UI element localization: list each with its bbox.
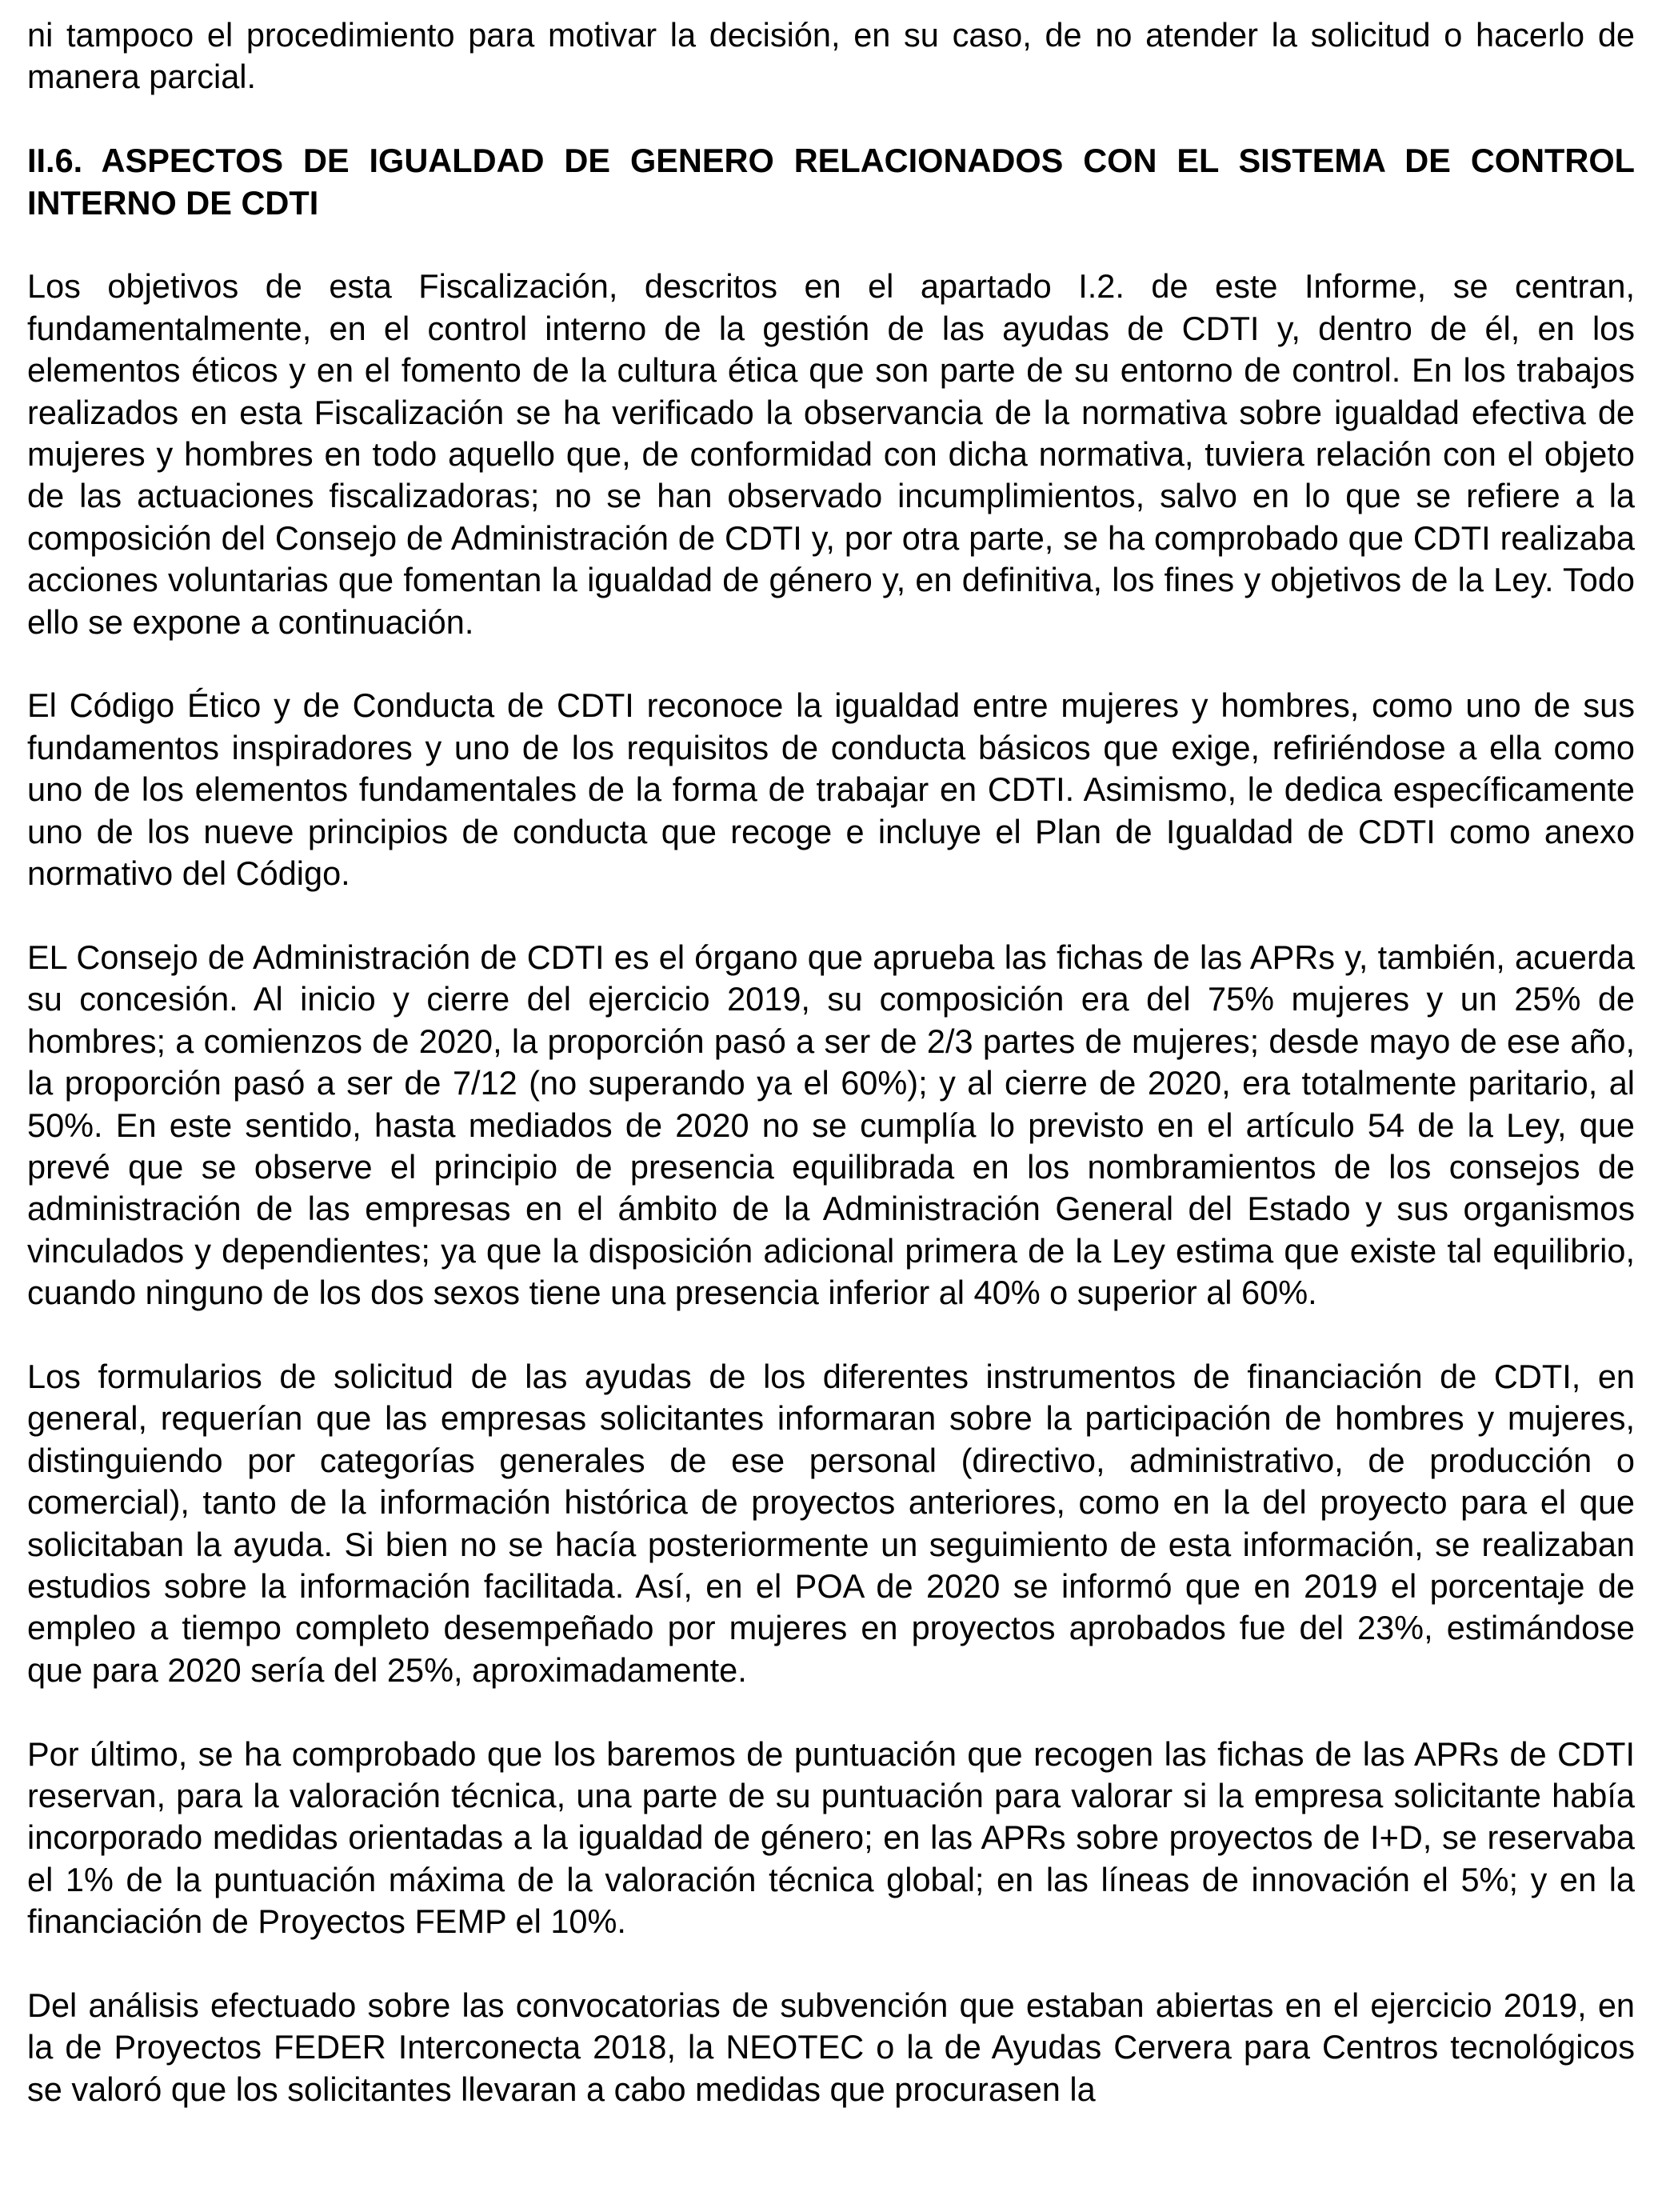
paragraph-formularios-solicitud: Los formularios de solicitud de las ayudas de los diferentes instrumentos de financiación de CDTI, en general, requerían que las empresas solicitantes informaran sobre la participación de hombres y mujeres, distinguiendo por categorías generales de ese personal (directivo, administrativo, de producción o comercial), tanto de la información histórica de proyectos anteriores, como en la del proyecto para el que solicitaban la ayuda. Si bien no se hacía posteriormente un seguimiento de esta información, se realizaban estudios sobre la información facilitada. Así, en el POA de 2020 se informó que en 2019 el porcentaje de empleo a tiempo completo desempeñado por mujeres en proyectos aprobados fue del 23%, estimándose que para 2020 sería del 25%, aproximadamente. (27, 1357, 1635, 1689)
paragraph-convocatorias: Del análisis efectuado sobre las convocatorias de subvención que estaban abiertas en el ejercicio 2019, en la de Proyectos FEDER Interconecta 2018, la NEOTEC o la de Ayudas Cervera para Centros tecnológicos se valoró que los solicitantes llevaran a cabo medidas que procurasen la (27, 1986, 1635, 2108)
paragraph-baremos-puntuacion: Por último, se ha comprobado que los baremos de puntuación que recogen las fichas de las APRs de CDTI reservan, para la valoración técnica, una parte de su puntuación para valorar si la empresa solicitante había incorporado medidas orientadas a la igualdad de género; en las APRs sobre proyectos de I+D, se reservaba el 1% de la puntuación máxima de la valoración técnica global; en las líneas de innovación el 5%; y en la financiación de Proyectos FEMP el 10%. (27, 1734, 1635, 1941)
section-heading: II.6. ASPECTOS DE IGUALDAD DE GENERO RELACIONADOS CON EL SISTEMA DE CONTROL INTERNO DE CDTI (27, 142, 1635, 222)
intro-paragraph: ni tampoco el procedimiento para motivar la decisión, en su caso, de no atender la solicitud o hacerlo de manera parcial. (27, 16, 1635, 96)
paragraph-objetivos: Los objetivos de esta Fiscalización, descritos en el apartado I.2. de este Informe, se centran, fundamentalmente, en el control interno de la gestión de las ayudas de CDTI y, dentro de él, en los elementos éticos y en el fomento de la cultura ética que son parte de su entorno de control. En los trabajos realizados en esta Fiscalización se ha verificado la observancia de la normativa sobre igualdad efectiva de mujeres y hombres en todo aquello que, de conformidad con dicha normativa, tuviera relación con el objeto de las actuaciones fiscalizadoras; no se han observado incumplimientos, salvo en lo que se refiere a la composición del Consejo de Administración de CDTI y, por otra parte, se ha comprobado que CDTI realizaba acciones voluntarias que fomentan la igualdad de género y, en definitiva, los fines y objetivos de la Ley. Todo ello se expone a continuación. (27, 267, 1635, 641)
paragraph-codigo-etico: El Código Ético y de Conducta de CDTI reconoce la igualdad entre mujeres y hombres, como uno de sus fundamentos inspiradores y uno de los requisitos de conducta básicos que exige, refiriéndose a ella como uno de los elementos fundamentales de la forma de trabajar en CDTI. Asimismo, le dedica específicamente uno de los nueve principios de conducta que recoge e incluye el Plan de Igualdad de CDTI como anexo normativo del Código. (27, 686, 1635, 893)
document-body (27, 14, 1635, 2110)
paragraph-consejo-administracion: EL Consejo de Administración de CDTI es el órgano que aprueba las fichas de las APRs y, también, acuerda su concesión. Al inicio y cierre del ejercicio 2019, su composición era del 75% mujeres y un 25% de hombres; a comienzos de 2020, la proporción pasó a ser de 2/3 partes de mujeres; desde mayo de ese año, la proporción pasó a ser de 7/12 (no superando ya el 60%); y al cierre de 2020, era totalmente paritario, al 50%. En este sentido, hasta mediados de 2020 no se cumplía lo previsto en el artículo 54 de la Ley, que prevé que se observe el principio de presencia equilibrada en los nombramientos de los consejos de administración de las empresas en el ámbito de la Administración General del Estado y sus organismos vinculados y dependientes; ya que la disposición adicional primera de la Ley estima que existe tal equilibrio, cuando ninguno de los dos sexos tiene una presencia inferior al 40% o superior al 60%. (27, 938, 1635, 1312)
